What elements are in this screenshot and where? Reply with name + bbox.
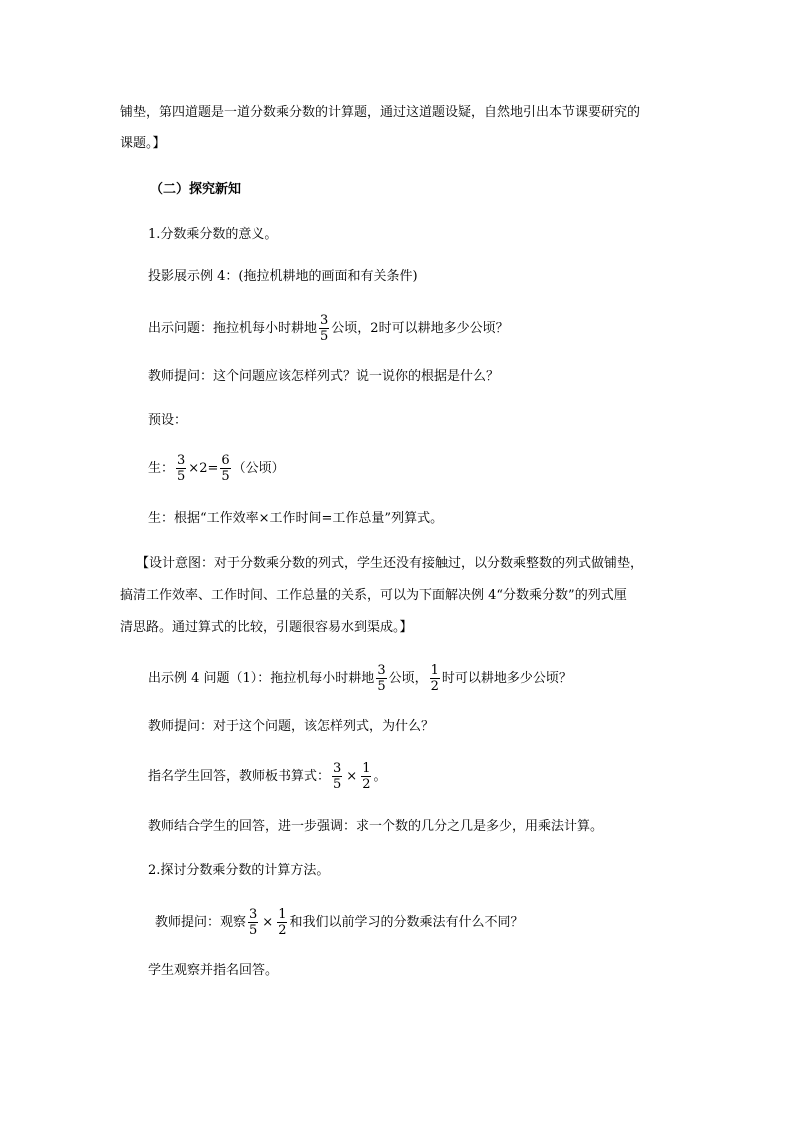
item2-title: 2.探讨分数乘分数的计算方法。 bbox=[148, 863, 330, 878]
section-heading: （二）探究新知 bbox=[150, 182, 242, 197]
teacher-question-1: 教师提问：这个问题应该怎样列式？说一说你的根据是什么？ bbox=[148, 369, 500, 384]
question2-prefix: 出示例 4 问题（1）：拖拉机每小时耕地 bbox=[148, 671, 375, 686]
observe-question-line bbox=[155, 908, 524, 937]
item1-title: 1.分数乘分数的意义。 bbox=[148, 227, 278, 242]
unit-label: （公顷） bbox=[232, 461, 285, 476]
design-intent-3: 清思路。通过算式的比较，引题很容易水到渠成。】 bbox=[120, 620, 413, 635]
student-prefix: 生： bbox=[148, 461, 175, 476]
fraction-six-fifths: $\frac{6}{5}$ bbox=[221, 453, 230, 484]
teacher-question-2: 教师提问：对于这个问题，该怎样列式，为什么？ bbox=[148, 719, 435, 734]
times-sign: × bbox=[346, 769, 358, 784]
emphasis-line: 教师结合学生的回答，进一步强调：求一个数的几分之几是多少，用乘法计算。 bbox=[148, 819, 604, 834]
observe-prefix: 教师提问：观察 bbox=[155, 915, 247, 930]
fraction-three-fifths: $\frac{3}{5}$ bbox=[177, 453, 186, 484]
question2-mid: 公顷， bbox=[388, 671, 428, 686]
answer-end: 。 bbox=[373, 769, 387, 784]
fraction-three-fifths: $\frac{3}{5}$ bbox=[333, 761, 342, 792]
question1-line bbox=[148, 314, 509, 343]
fraction-one-half: $\frac{1}{2}$ bbox=[278, 907, 287, 938]
preset-label: 预设： bbox=[148, 413, 188, 428]
student-answer-2: 生：根据“工作效率×工作时间=工作总量”列算式。 bbox=[148, 511, 444, 526]
student-answer-1 bbox=[148, 454, 285, 483]
question1-suffix: 公顷，2时可以耕地多少公顷？ bbox=[331, 321, 509, 336]
times-two: ×2= bbox=[188, 461, 219, 476]
question1-prefix: 出示问题：拖拉机每小时耕地 bbox=[148, 321, 318, 336]
answer-prefix: 指名学生回答，教师板书算式： bbox=[148, 769, 331, 784]
board-answer-line bbox=[148, 762, 387, 791]
design-intent-2: 搞清工作效率、工作时间、工作总量的关系，可以为下面解决例 4“分数乘分数”的列式厘 bbox=[120, 588, 627, 603]
fraction-three-fifths: $\frac{3}{5}$ bbox=[320, 313, 329, 344]
question2-suffix: 时可以耕地多少公顷？ bbox=[441, 671, 572, 686]
times-sign: × bbox=[262, 915, 274, 930]
question2-line bbox=[148, 664, 572, 693]
fraction-one-half: $\frac{1}{2}$ bbox=[430, 663, 439, 694]
fraction-one-half: $\frac{1}{2}$ bbox=[362, 761, 371, 792]
paragraph-continuation-1: 铺垫，第四道题是一道分数乘分数的计算题，通过这道题设疑，自然地引出本节课要研究的 bbox=[120, 105, 641, 120]
fraction-three-fifths: $\frac{3}{5}$ bbox=[249, 907, 258, 938]
design-intent-1: 【设计意图：对于分数乘分数的列式，学生还没有接触过，以分数乘整数的列式做铺垫， bbox=[136, 556, 644, 571]
fraction-three-fifths: $\frac{3}{5}$ bbox=[377, 663, 386, 694]
final-line: 学生观察并指名回答。 bbox=[148, 963, 279, 978]
observe-suffix: 和我们以前学习的分数乘法有什么不同？ bbox=[289, 915, 524, 930]
show-example-line: 投影展示例 4：(拖拉机耕地的画面和有关条件) bbox=[148, 269, 418, 284]
paragraph-continuation-2: 课题。】 bbox=[120, 136, 166, 151]
